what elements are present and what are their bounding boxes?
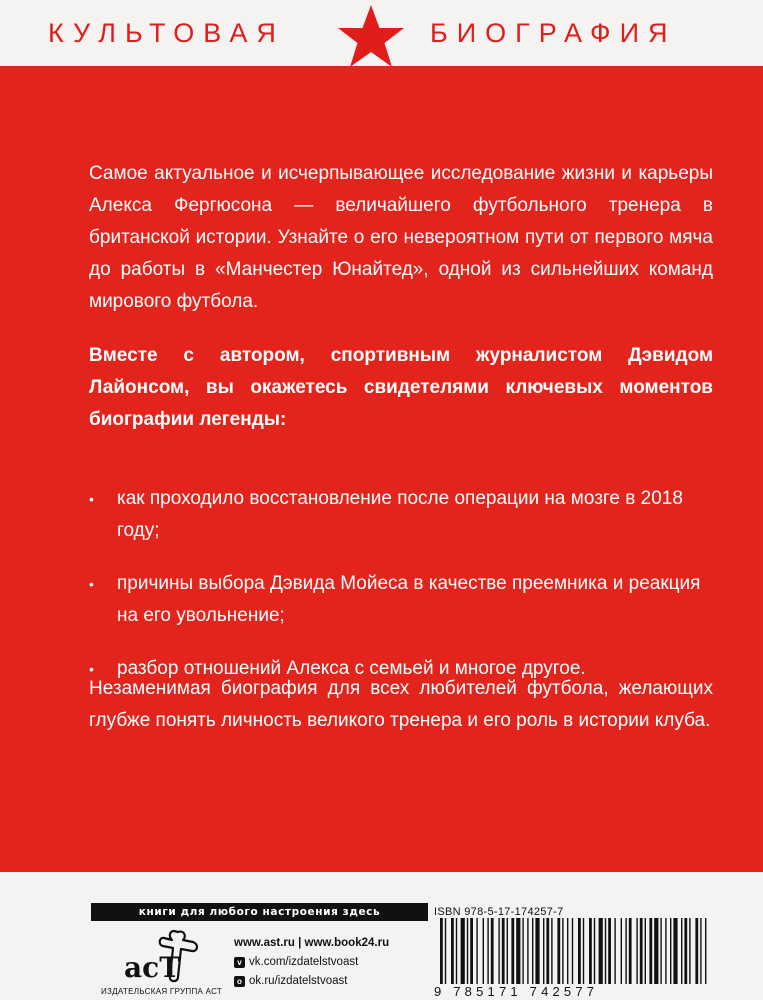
barcode-bar: [654, 918, 658, 984]
barcode-bar: [695, 918, 698, 984]
barcode-bar: [546, 918, 549, 984]
barcode-bar: [665, 918, 666, 984]
barcode-bar: [543, 918, 544, 984]
barcode-bar: [522, 918, 523, 984]
barcode-bar: [689, 918, 690, 984]
series-title-right: БИОГРАФИЯ: [430, 18, 677, 48]
barcode-bar: [640, 918, 643, 984]
barcode-bar: [608, 918, 611, 984]
barcode-bar: [440, 918, 443, 984]
star-icon: [335, 3, 407, 69]
description-panel: [0, 66, 763, 872]
barcode-bar: [470, 918, 473, 984]
barcode-bar: [583, 918, 584, 984]
barcode-bar: [614, 918, 615, 984]
series-title-left: КУЛЬТОВАЯ: [48, 18, 285, 48]
barcode-bar: [467, 918, 468, 984]
publisher-tagline: книги для любого настроения здесь: [91, 903, 428, 921]
barcode-bar: [483, 918, 484, 984]
barcode-bar: [673, 918, 677, 984]
barcode-bar: [636, 918, 637, 984]
vk-icon: v: [234, 957, 245, 968]
barcode-bar: [594, 918, 595, 984]
barcode-bar: [567, 918, 568, 984]
barcode-bar: [461, 918, 465, 984]
ok-link-text: ok.ru/izdatelstvoast: [249, 975, 348, 987]
barcode-bar: [578, 918, 581, 984]
barcode-bar: [445, 918, 446, 984]
barcode-bar: [511, 918, 514, 984]
barcode-bar: [476, 918, 477, 984]
list-item: • как проходило восстановление после операции на мозге в 2018 году;: [89, 483, 713, 547]
barcode-bar: [456, 918, 457, 984]
barcode-bar: [491, 918, 494, 984]
list-item: • разбор отношений Алекса с семьей и многое другое.: [89, 653, 713, 685]
ast-logo-text: acT: [124, 951, 181, 984]
barcode-bar: [599, 918, 603, 984]
barcode-bar: [532, 918, 533, 984]
lead-paragraph: Вместе с автором, спортивным журналистом Дэвидом Лайонсом, вы окажетесь свидетелями ключевых моментов биографии легенды:: [89, 345, 713, 430]
barcode-bar: [551, 918, 552, 984]
barcode-bar: [527, 918, 528, 984]
barcode-bar: [684, 918, 687, 984]
barcode-bar: [507, 918, 508, 984]
barcode-bar: [660, 918, 661, 984]
vk-link[interactable]: [234, 953, 389, 972]
barcode-bar: [572, 918, 573, 984]
ast-logo: [112, 927, 207, 987]
barcode-bar: [700, 918, 701, 984]
barcode-bar: [557, 918, 560, 984]
barcode-bar: [705, 918, 706, 984]
vk-link-text: vk.com/izdatelstvoast: [249, 956, 359, 968]
series-header: [0, 0, 763, 66]
barcode-bar: [629, 918, 632, 984]
barcode-bar: [621, 918, 622, 984]
barcode-bar: [649, 918, 652, 984]
publisher-name: ИЗДАТЕЛЬСКАЯ ГРУППА АСТ: [101, 987, 223, 996]
barcode-bar: [487, 918, 488, 984]
barcode-bar: [498, 918, 499, 984]
barcode-bar: [645, 918, 646, 984]
barcode-bar: [670, 918, 671, 984]
barcode-bar: [681, 918, 682, 984]
barcode-bar: [589, 918, 592, 984]
barcode-bar: [502, 918, 505, 984]
intro-paragraph: Самое актуальное и исчерпывающее исследование жизни и карьеры Алекса Фергюсона — величайшего футбольного тренера в британской истории. Узнайте о его невероятном пути от первого мяча до работы в «Манчестер Юнайтед», одной из сильнейших команд мирового футбола.: [89, 163, 713, 312]
barcode-bar: [516, 918, 520, 984]
website-links[interactable]: www.ast.ru | www.book24.ru: [234, 937, 390, 949]
barcode-digits: 9 785171 742577: [434, 984, 599, 999]
ok-link[interactable]: [234, 972, 389, 991]
barcode-bar: [451, 918, 454, 984]
isbn-number: ISBN 978-5-17-174257-7: [434, 906, 564, 918]
barcode-bar: [535, 918, 539, 984]
closing-paragraph: Незаменимая биография для всех любителей футбола, желающих глубже понять личность великого тренера и его роль в истории клуба.: [89, 678, 713, 731]
barcode-bar: [605, 918, 606, 984]
publisher-links: [234, 934, 389, 991]
barcode-bar: [562, 918, 563, 984]
ok-icon: o: [234, 976, 245, 987]
barcode-bar: [625, 918, 626, 984]
barcode: [434, 918, 714, 984]
list-item: • причины выбора Дэвида Мойеса в качестве преемника и реакция на его увольнение;: [89, 568, 713, 632]
